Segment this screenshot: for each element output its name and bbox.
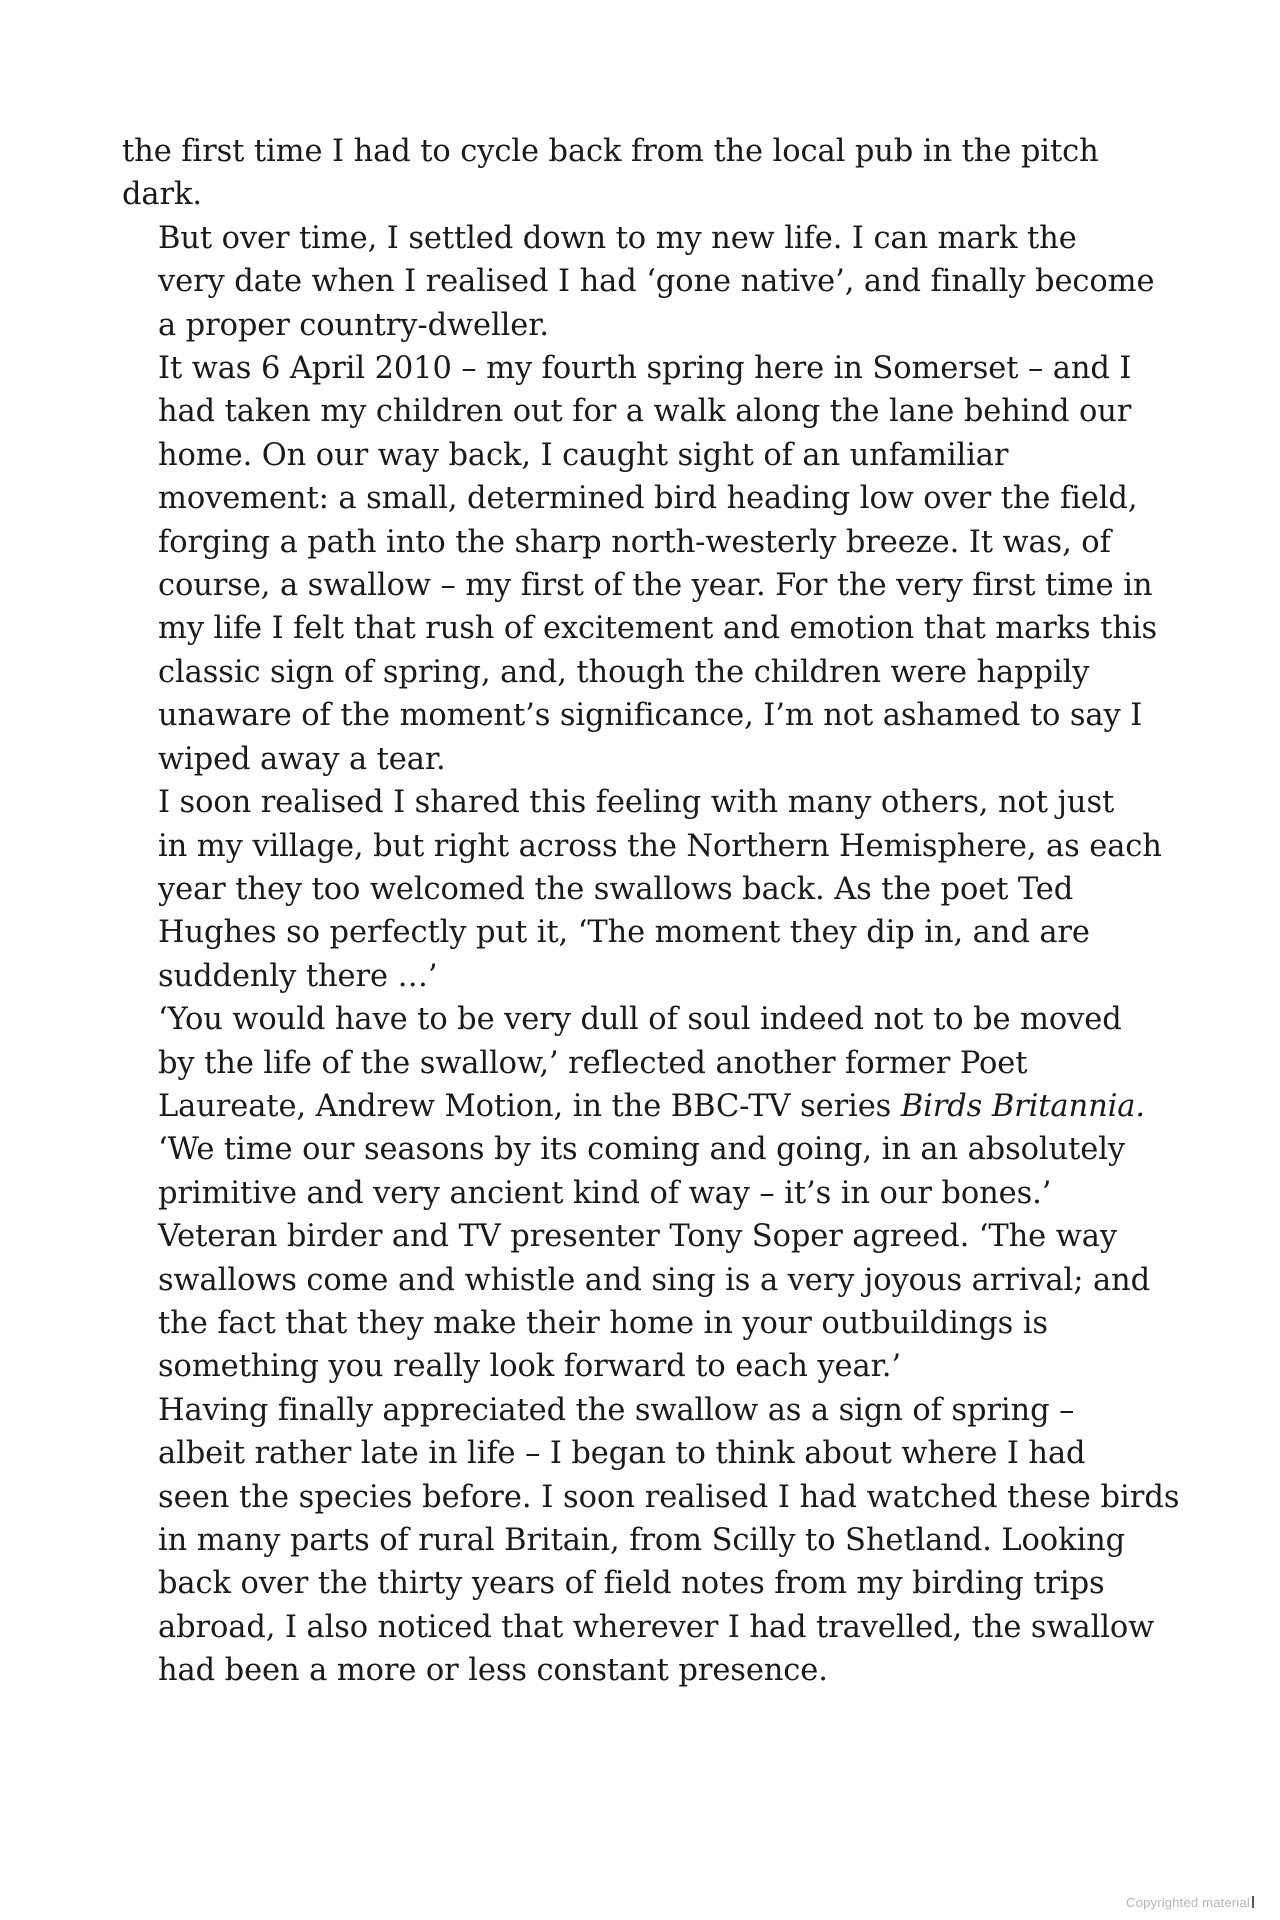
text-line: [122, 1302, 1172, 1345]
line-text: something you really look forward to each year.’: [158, 1349, 901, 1385]
line-text: Laureate, Andrew Motion, in the BBC-TV series: [158, 1088, 901, 1124]
series-title: Birds Britannia.: [900, 1088, 1145, 1124]
line-text: wiped away a tear.: [158, 741, 446, 777]
line-text: suddenly there …’: [158, 958, 438, 994]
line-text: a proper country-dweller.: [158, 307, 549, 343]
line-text: very date when I realised I had ‘gone native’, and finally become: [158, 264, 1155, 300]
text-line: [122, 1172, 1172, 1215]
line-text: in my village, but right across the Northern Hemisphere, as each: [158, 828, 1162, 864]
line-text: the first time I had to cycle back from the local pub in the pitch: [122, 134, 1099, 169]
line-text: course, a swallow – my first of the year. For the very first time in: [158, 568, 1153, 604]
text-line: [122, 1085, 1172, 1128]
text-line: [122, 781, 1172, 824]
text-line: [122, 434, 1172, 477]
line-text: by the life of the swallow,’ reflected another former Poet: [158, 1045, 1028, 1081]
text-line: [122, 1389, 1172, 1432]
line-text: unaware of the moment’s significance, I’m not ashamed to say I: [158, 698, 1143, 734]
text-line: [122, 1259, 1172, 1302]
text-line: [122, 825, 1172, 868]
text-line: [122, 173, 1172, 216]
line-text: movement: a small, determined bird heading low over the field,: [158, 481, 1138, 517]
paragraph: [122, 1389, 1180, 1693]
line-text: had taken my children out for a walk along the lane behind our: [158, 394, 1132, 430]
line-text: primitive and very ancient kind of way – it’s in our bones.’: [158, 1175, 1052, 1211]
text-line: [122, 477, 1172, 520]
text-line: [122, 1519, 1172, 1562]
text-line: [122, 1649, 1172, 1692]
line-text: But over time, I settled down to my new life. I can mark the: [158, 220, 1077, 256]
paragraph: [122, 347, 1172, 781]
line-text: had been a more or less constant presence.: [158, 1653, 828, 1689]
text-line: [122, 738, 1172, 781]
line-text: Having finally appreciated the swallow as a sign of spring –: [158, 1392, 1075, 1428]
paragraph: [122, 217, 1172, 347]
line-text: the fact that they make their home in your outbuildings is: [158, 1305, 1048, 1341]
text-line: [122, 1562, 1172, 1605]
text-line: [122, 911, 1172, 954]
line-text: home. On our way back, I caught sight of an unfamiliar: [158, 437, 1009, 473]
body-text: [122, 130, 1180, 1693]
text-line: [122, 694, 1172, 737]
paragraph: [122, 998, 1172, 1389]
line-text: back over the thirty years of field notes from my birding trips: [158, 1566, 1105, 1602]
line-text: I soon realised I shared this feeling with many others, not just: [158, 785, 1115, 821]
text-line: [122, 1215, 1172, 1258]
text-line: [122, 955, 1172, 998]
text-line: [122, 564, 1172, 607]
line-text: year they too welcomed the swallows back. As the poet Ted: [158, 871, 1074, 907]
line-text: Hughes so perfectly put it, ‘The moment they dip in, and are: [158, 915, 1090, 951]
text-line: [122, 347, 1172, 390]
text-line: [122, 1042, 1172, 1085]
text-line: [122, 1345, 1172, 1388]
text-line: [122, 868, 1172, 911]
line-text: ‘You would have to be very dull of soul indeed not to be moved: [158, 1002, 1122, 1038]
line-text: classic sign of spring, and, though the children were happily: [158, 654, 1090, 690]
line-text: Veteran birder and TV presenter Tony Soper agreed. ‘The way: [158, 1219, 1117, 1255]
copyright-watermark: [1126, 1895, 1254, 1910]
line-text: forging a path into the sharp north-westerly breeze. It was, of: [158, 524, 1111, 560]
paragraph: [122, 130, 1172, 217]
text-line: [122, 1476, 1180, 1519]
watermark-bar: [1252, 1896, 1254, 1908]
line-text: It was 6 April 2010 – my fourth spring here in Somerset – and I: [158, 351, 1132, 387]
watermark-text: Copyrighted material: [1126, 1895, 1250, 1910]
paragraph: [122, 781, 1172, 998]
text-line: [122, 390, 1172, 433]
text-line: [122, 521, 1172, 564]
text-line: [122, 304, 1172, 347]
text-line: [122, 260, 1172, 303]
text-line: [122, 130, 1172, 173]
text-line: [122, 651, 1172, 694]
line-text: abroad, I also noticed that wherever I had travelled, the swallow: [158, 1609, 1155, 1645]
line-text: my life I felt that rush of excitement and emotion that marks this: [158, 611, 1158, 647]
text-line: [122, 1128, 1172, 1171]
line-text: albeit rather late in life – I began to think about where I had: [158, 1436, 1086, 1472]
text-line: [122, 1606, 1172, 1649]
line-text: ‘We time our seasons by its coming and going, in an absolutely: [158, 1132, 1126, 1168]
line-text: in many parts of rural Britain, from Scilly to Shetland. Looking: [158, 1523, 1126, 1558]
text-line: [122, 998, 1172, 1041]
text-line: [122, 217, 1172, 260]
text-line: [122, 607, 1172, 650]
line-text: dark.: [122, 177, 202, 213]
text-line: [122, 1432, 1172, 1475]
line-text: swallows come and whistle and sing is a very joyous arrival; and: [158, 1262, 1151, 1298]
line-text: seen the species before. I soon realised I had watched these birds: [158, 1479, 1180, 1515]
